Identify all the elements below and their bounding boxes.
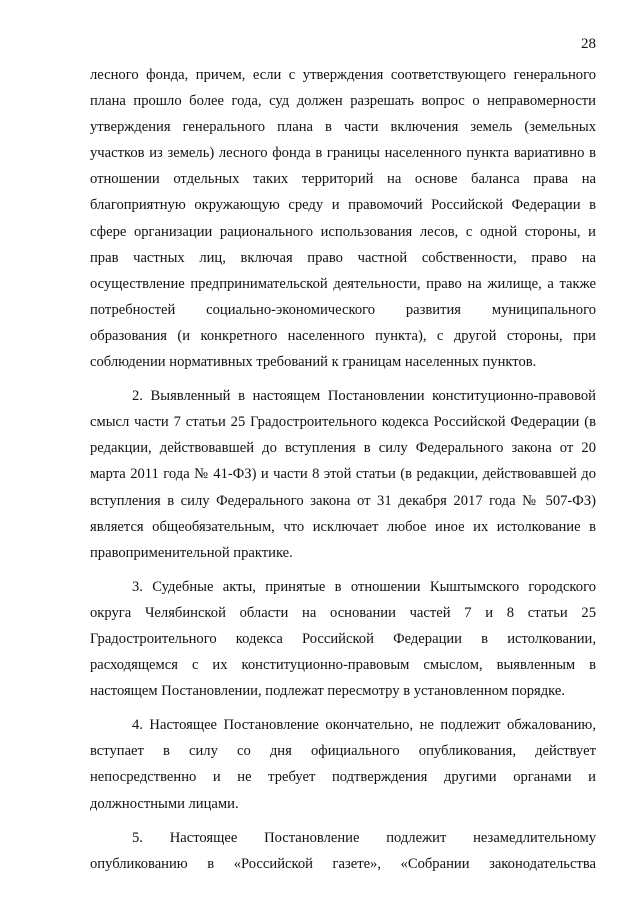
text-line: утверждения генерального плана в части включения земель (земельных <box>90 119 596 136</box>
text-line: смысл части 7 статьи 25 Градостроительного кодекса Российской Федерации (в <box>90 414 596 431</box>
text-line: настоящем Постановлении, подлежат пересмотру в установленном порядке. <box>90 683 566 700</box>
text-line: марта 2011 года № 41-ФЗ) и части 8 этой статьи (в редакции, действовавшей до <box>90 466 596 483</box>
paragraph <box>90 62 596 375</box>
text-line: является общеобязательным, что исключает любое иное их истолкование в <box>90 518 596 535</box>
text-line: плана прошло более года, суд должен разрешать вопрос о неправомерности <box>90 93 596 110</box>
text-line: 3. Судебные акты, принятые в отношении Кыштымского городского <box>132 578 596 595</box>
text-line: вступает в силу со дня официального опубликования, действует <box>90 743 596 760</box>
text-line: участков из земель) лесного фонда в границы населенного пункта вариативно в <box>90 145 596 162</box>
text-line: соблюдении нормативных требований к границам населенных пунктов. <box>90 354 537 371</box>
text-line: отношении отдельных таких территорий на основе баланса права на <box>90 171 596 188</box>
text-line: благоприятную окружающую среду и правомочий Российской Федерации в <box>90 197 596 214</box>
text-line: расходящемся с их конституционно-правовым смыслом, выявленным в <box>90 657 596 674</box>
text-line: вступления в силу Федерального закона от 31 декабря 2017 года № 507-ФЗ) <box>90 492 596 509</box>
text-line: лесного фонда, причем, если с утверждения соответствующего генерального <box>90 67 596 83</box>
paragraph <box>90 712 596 816</box>
text-line: осуществление предпринимательской деятельности, право на жилище, а также <box>90 275 596 292</box>
text-line: прав частных лиц, включая право частной собственности, право на <box>90 249 596 266</box>
paragraph <box>90 574 596 704</box>
text-line: образования (и конкретного населенного пункта), с другой стороны, при <box>90 327 596 344</box>
text-line: 4. Настоящее Постановление окончательно, не подлежит обжалованию, <box>132 717 596 734</box>
text-line: Градостроительного кодекса Российской Федерации в истолковании, <box>90 630 596 647</box>
text-line: потребностей социально-экономического развития муниципального <box>90 301 596 318</box>
paragraph-gap <box>90 375 596 383</box>
text-line: сфере организации рационального использования лесов, с одной стороны, и <box>90 223 596 240</box>
page-number: 28 <box>581 36 596 52</box>
document-body <box>90 62 596 877</box>
text-line: должностными лицами. <box>90 795 239 812</box>
text-line: правоприменительной практике. <box>90 544 293 561</box>
text-line: округа Челябинской области на основании частей 7 и 8 статьи 25 <box>90 604 596 621</box>
text-line: 5. Настоящее Постановление подлежит незамедлительному <box>132 829 596 846</box>
paragraph-gap <box>90 704 596 712</box>
text-line: редакции, действовавшей до вступления в силу Федерального закона от 20 <box>90 440 596 457</box>
text-line: 2. Выявленный в настоящем Постановлении конституционно-правовой <box>132 388 596 405</box>
paragraph <box>90 383 596 566</box>
paragraph-gap <box>90 817 596 825</box>
text-line: опубликованию в «Российской газете», «Собрании законодательства <box>90 855 596 872</box>
paragraph-gap <box>90 566 596 574</box>
text-line: непосредственно и не требует подтверждения другими органами и <box>90 769 596 786</box>
paragraph <box>90 825 596 877</box>
